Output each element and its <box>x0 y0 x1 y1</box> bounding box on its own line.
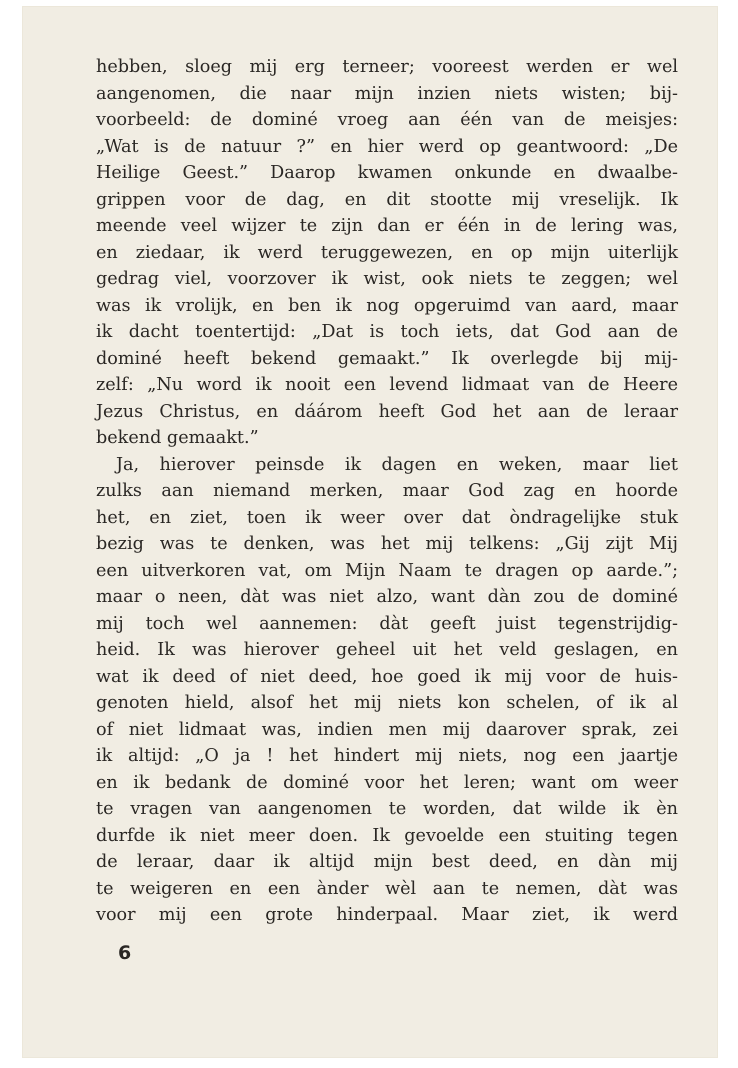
text-line: durfde ik niet meer doen. Ik gevoelde een stuiting tegen <box>96 825 678 846</box>
text-line: was ik vrolijk, en ben ik nog opgeruimd van aard, maar <box>96 295 678 316</box>
text-line: te vragen van aangenomen te worden, dat wilde ik èn <box>96 799 678 819</box>
text-line: en ziedaar, ik werd teruggewezen, en op mijn uiterlijk <box>96 242 678 263</box>
text-line: of niet lidmaat was, indien men mij daarover sprak, zei <box>96 719 678 740</box>
text-line: genoten hield, alsof het mij niets kon schelen, of ik al <box>96 693 678 713</box>
text-line: bekend gemaakt.” <box>96 428 259 448</box>
text-line: voor mij een grote hinderpaal. Maar ziet, ik werd <box>96 905 678 925</box>
text-line: meende veel wijzer te zijn dan er één in de lering was, <box>96 216 678 236</box>
text-line: maar o neen, dàt was niet alzo, want dàn zou de dominé <box>96 587 678 607</box>
text-line: mij toch wel aannemen: dàt geeft juist tegenstrijdig- <box>96 613 678 634</box>
text-line: ik dacht toentertijd: „Dat is toch iets, dat God aan de <box>96 322 678 342</box>
text-line: de leraar, daar ik altijd mijn best deed, en dàn mij <box>96 852 678 872</box>
text-line: een uitverkoren vat, om Mijn Naam te dragen op aarde.”; <box>96 560 678 581</box>
text-line: aangenomen, die naar mijn inzien niets wisten; bij- <box>96 83 678 104</box>
text-line: „Wat is de natuur ?” en hier werd op geantwoord: „De <box>96 136 678 157</box>
text-line: zulks aan niemand merken, maar God zag en hoorde <box>96 481 678 501</box>
body-text <box>96 54 678 929</box>
text-line: dominé heeft bekend gemaakt.” Ik overlegde bij mij- <box>96 348 678 369</box>
text-line: ik altijd: „O ja ! het hindert mij niets, nog een jaartje <box>96 746 678 766</box>
text-line: Heilige Geest.” Daarop kwamen onkunde en dwaalbe- <box>96 163 678 183</box>
text-line: en ik bedank de dominé voor het leren; want om weer <box>96 772 678 793</box>
text-line: hebben, sloeg mij erg terneer; vooreest werden er wel <box>96 57 678 77</box>
text-line: zelf: „Nu word ik nooit een levend lidmaat van de Heere <box>96 375 678 395</box>
text-line: grippen voor de dag, en dit stootte mij vreselijk. Ik <box>96 189 678 210</box>
page-number: 6 <box>118 942 132 964</box>
text-line: Jezus Christus, en dáárom heeft God het aan de leraar <box>96 401 678 422</box>
text-line: voorbeeld: de dominé vroeg aan één van de meisjes: <box>96 110 678 130</box>
text-line: te weigeren en een ànder wèl aan te nemen, dàt was <box>96 878 678 899</box>
text-line: wat ik deed of niet deed, hoe goed ik mij voor de huis- <box>96 666 678 687</box>
text-line: het, en ziet, toen ik weer over dat òndragelijke stuk <box>96 507 678 528</box>
text-line: gedrag viel, voorzover ik wist, ook niets te zeggen; wel <box>96 269 678 289</box>
text-line: heid. Ik was hierover geheel uit het veld geslagen, en <box>96 640 678 660</box>
text-line: bezig was te denken, was het mij telkens: „Gij zijt Mij <box>96 534 678 554</box>
text-line: Ja, hierover peinsde ik dagen en weken, maar liet <box>116 454 678 475</box>
